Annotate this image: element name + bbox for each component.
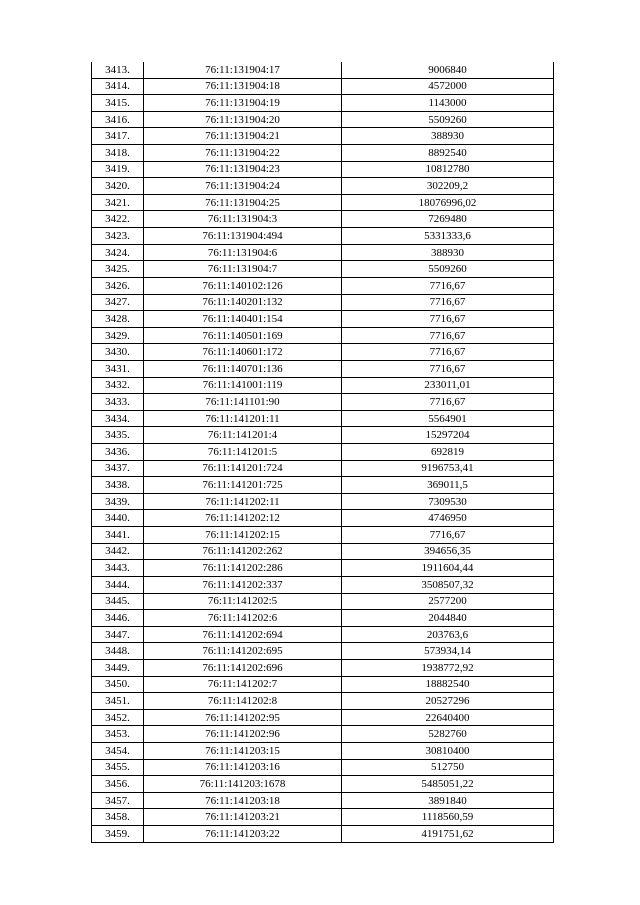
value-cell: 388930 <box>342 128 554 145</box>
cadastral-number-cell: 76:11:141202:286 <box>144 560 342 577</box>
table-row <box>92 576 554 593</box>
cadastral-number-cell: 76:11:131904:18 <box>144 78 342 95</box>
cadastral-number-cell: 76:11:141202:5 <box>144 593 342 610</box>
table-row <box>92 311 554 328</box>
cadastral-number-cell: 76:11:141202:7 <box>144 676 342 693</box>
table-row <box>92 527 554 544</box>
value-cell: 394656,35 <box>342 543 554 560</box>
row-number-cell: 3448. <box>92 643 144 660</box>
value-cell: 7269480 <box>342 211 554 228</box>
value-cell: 1118560,59 <box>342 809 554 826</box>
value-cell: 7309530 <box>342 493 554 510</box>
row-number-cell: 3441. <box>92 527 144 544</box>
cadastral-number-cell: 76:11:131904:23 <box>144 161 342 178</box>
table-row <box>92 659 554 676</box>
cadastral-number-cell: 76:11:140201:132 <box>144 294 342 311</box>
cadastral-number-cell: 76:11:141203:15 <box>144 742 342 759</box>
row-number-cell: 3430. <box>92 344 144 361</box>
value-cell: 1143000 <box>342 95 554 112</box>
value-cell: 18076996,02 <box>342 194 554 211</box>
cadastral-number-cell: 76:11:141202:8 <box>144 693 342 710</box>
table-row <box>92 477 554 494</box>
table-row <box>92 394 554 411</box>
cadastral-number-cell: 76:11:131904:22 <box>144 145 342 162</box>
table-row <box>92 261 554 278</box>
cadastral-number-cell: 76:11:141202:6 <box>144 610 342 627</box>
row-number-cell: 3425. <box>92 261 144 278</box>
cadastral-number-cell: 76:11:141203:16 <box>144 759 342 776</box>
cadastral-number-cell: 76:11:141001:119 <box>144 377 342 394</box>
row-number-cell: 3451. <box>92 693 144 710</box>
table-row <box>92 709 554 726</box>
cadastral-number-cell: 76:11:141202:694 <box>144 626 342 643</box>
row-number-cell: 3424. <box>92 244 144 261</box>
table-row <box>92 560 554 577</box>
value-cell: 4572000 <box>342 78 554 95</box>
row-number-cell: 3436. <box>92 444 144 461</box>
table-row <box>92 344 554 361</box>
table-row <box>92 128 554 145</box>
value-cell: 30810400 <box>342 742 554 759</box>
table-row <box>92 610 554 627</box>
table-row <box>92 510 554 527</box>
value-cell: 7716,67 <box>342 311 554 328</box>
table-row <box>92 95 554 112</box>
value-cell: 302209,2 <box>342 178 554 195</box>
value-cell: 233011,01 <box>342 377 554 394</box>
value-cell: 7716,67 <box>342 344 554 361</box>
row-number-cell: 3418. <box>92 145 144 162</box>
table-row <box>92 377 554 394</box>
table-row <box>92 493 554 510</box>
cadastral-number-cell: 76:11:141201:11 <box>144 410 342 427</box>
value-cell: 369011,5 <box>342 477 554 494</box>
value-cell: 692819 <box>342 444 554 461</box>
row-number-cell: 3433. <box>92 394 144 411</box>
value-cell: 2577200 <box>342 593 554 610</box>
cadastral-number-cell: 76:11:131904:17 <box>144 62 342 78</box>
row-number-cell: 3434. <box>92 410 144 427</box>
table-row <box>92 62 554 78</box>
value-cell: 5509260 <box>342 111 554 128</box>
row-number-cell: 3439. <box>92 493 144 510</box>
value-cell: 5331333,6 <box>342 228 554 245</box>
cadastral-number-cell: 76:11:141201:4 <box>144 427 342 444</box>
value-cell: 5485051,22 <box>342 776 554 793</box>
row-number-cell: 3413. <box>92 62 144 78</box>
row-number-cell: 3414. <box>92 78 144 95</box>
cadastral-number-cell: 76:11:140401:154 <box>144 311 342 328</box>
table-row <box>92 543 554 560</box>
row-number-cell: 3427. <box>92 294 144 311</box>
row-number-cell: 3444. <box>92 576 144 593</box>
value-cell: 7716,67 <box>342 327 554 344</box>
table-row <box>92 742 554 759</box>
cadastral-number-cell: 76:11:141202:96 <box>144 726 342 743</box>
value-cell: 5282760 <box>342 726 554 743</box>
table-row <box>92 294 554 311</box>
value-cell: 573934,14 <box>342 643 554 660</box>
cadastral-number-cell: 76:11:141203:18 <box>144 792 342 809</box>
row-number-cell: 3419. <box>92 161 144 178</box>
row-number-cell: 3453. <box>92 726 144 743</box>
row-number-cell: 3447. <box>92 626 144 643</box>
table-row <box>92 776 554 793</box>
table-row <box>92 427 554 444</box>
value-cell: 3508507,32 <box>342 576 554 593</box>
value-cell: 7716,67 <box>342 277 554 294</box>
table-row <box>92 826 554 843</box>
value-cell: 1911604,44 <box>342 560 554 577</box>
value-cell: 7716,67 <box>342 294 554 311</box>
cadastral-number-cell: 76:11:131904:24 <box>144 178 342 195</box>
table-row <box>92 211 554 228</box>
row-number-cell: 3442. <box>92 543 144 560</box>
row-number-cell: 3431. <box>92 360 144 377</box>
cadastral-number-cell: 76:11:141203:22 <box>144 826 342 843</box>
cadastral-number-cell: 76:11:141202:11 <box>144 493 342 510</box>
data-table <box>91 62 554 843</box>
row-number-cell: 3423. <box>92 228 144 245</box>
table-row <box>92 626 554 643</box>
cadastral-number-cell: 76:11:141202:337 <box>144 576 342 593</box>
row-number-cell: 3443. <box>92 560 144 577</box>
row-number-cell: 3432. <box>92 377 144 394</box>
table-row <box>92 145 554 162</box>
value-cell: 9006840 <box>342 62 554 78</box>
value-cell: 7716,67 <box>342 394 554 411</box>
value-cell: 3891840 <box>342 792 554 809</box>
row-number-cell: 3449. <box>92 659 144 676</box>
cadastral-number-cell: 76:11:141203:21 <box>144 809 342 826</box>
cadastral-number-cell: 76:11:140501:169 <box>144 327 342 344</box>
row-number-cell: 3422. <box>92 211 144 228</box>
cadastral-number-cell: 76:11:141202:12 <box>144 510 342 527</box>
row-number-cell: 3445. <box>92 593 144 610</box>
table-row <box>92 460 554 477</box>
value-cell: 4746950 <box>342 510 554 527</box>
row-number-cell: 3459. <box>92 826 144 843</box>
value-cell: 512750 <box>342 759 554 776</box>
value-cell: 9196753,41 <box>342 460 554 477</box>
row-number-cell: 3450. <box>92 676 144 693</box>
row-number-cell: 3454. <box>92 742 144 759</box>
row-number-cell: 3440. <box>92 510 144 527</box>
value-cell: 5564901 <box>342 410 554 427</box>
table-row <box>92 277 554 294</box>
cadastral-number-cell: 76:11:141202:262 <box>144 543 342 560</box>
row-number-cell: 3435. <box>92 427 144 444</box>
cadastral-number-cell: 76:11:141202:696 <box>144 659 342 676</box>
row-number-cell: 3420. <box>92 178 144 195</box>
row-number-cell: 3437. <box>92 460 144 477</box>
row-number-cell: 3458. <box>92 809 144 826</box>
table-row <box>92 178 554 195</box>
cadastral-number-cell: 76:11:141202:15 <box>144 527 342 544</box>
cadastral-number-cell: 76:11:141101:90 <box>144 394 342 411</box>
cadastral-number-cell: 76:11:131904:21 <box>144 128 342 145</box>
value-cell: 5509260 <box>342 261 554 278</box>
table-row <box>92 809 554 826</box>
cadastral-number-cell: 76:11:131904:6 <box>144 244 342 261</box>
table-row <box>92 161 554 178</box>
table-row <box>92 244 554 261</box>
value-cell: 22640400 <box>342 709 554 726</box>
value-cell: 20527296 <box>342 693 554 710</box>
table-body <box>92 62 554 842</box>
value-cell: 388930 <box>342 244 554 261</box>
cadastral-number-cell: 76:11:131904:3 <box>144 211 342 228</box>
row-number-cell: 3452. <box>92 709 144 726</box>
table-row <box>92 78 554 95</box>
table-row <box>92 327 554 344</box>
table-row <box>92 111 554 128</box>
table-row <box>92 593 554 610</box>
table-row <box>92 643 554 660</box>
cadastral-number-cell: 76:11:140102:126 <box>144 277 342 294</box>
table-row <box>92 792 554 809</box>
table-row <box>92 228 554 245</box>
cadastral-number-cell: 76:11:140701:136 <box>144 360 342 377</box>
table-row <box>92 194 554 211</box>
value-cell: 10812780 <box>342 161 554 178</box>
row-number-cell: 3438. <box>92 477 144 494</box>
row-number-cell: 3421. <box>92 194 144 211</box>
row-number-cell: 3417. <box>92 128 144 145</box>
value-cell: 1938772,92 <box>342 659 554 676</box>
row-number-cell: 3457. <box>92 792 144 809</box>
value-cell: 4191751,62 <box>342 826 554 843</box>
value-cell: 2044840 <box>342 610 554 627</box>
row-number-cell: 3429. <box>92 327 144 344</box>
value-cell: 7716,67 <box>342 527 554 544</box>
row-number-cell: 3415. <box>92 95 144 112</box>
table-row <box>92 759 554 776</box>
value-cell: 15297204 <box>342 427 554 444</box>
cadastral-number-cell: 76:11:141201:724 <box>144 460 342 477</box>
cadastral-number-cell: 76:11:131904:20 <box>144 111 342 128</box>
cadastral-number-cell: 76:11:141201:5 <box>144 444 342 461</box>
table-row <box>92 410 554 427</box>
row-number-cell: 3446. <box>92 610 144 627</box>
cadastral-number-cell: 76:11:141202:95 <box>144 709 342 726</box>
cadastral-number-cell: 76:11:141202:695 <box>144 643 342 660</box>
row-number-cell: 3428. <box>92 311 144 328</box>
cadastral-number-cell: 76:11:131904:494 <box>144 228 342 245</box>
row-number-cell: 3455. <box>92 759 144 776</box>
table-row <box>92 676 554 693</box>
cadastral-number-cell: 76:11:131904:19 <box>144 95 342 112</box>
cadastral-number-cell: 76:11:131904:25 <box>144 194 342 211</box>
table-row <box>92 726 554 743</box>
row-number-cell: 3456. <box>92 776 144 793</box>
value-cell: 18882540 <box>342 676 554 693</box>
row-number-cell: 3426. <box>92 277 144 294</box>
table-row <box>92 360 554 377</box>
table-row <box>92 444 554 461</box>
value-cell: 7716,67 <box>342 360 554 377</box>
cadastral-number-cell: 76:11:141203:1678 <box>144 776 342 793</box>
cadastral-number-cell: 76:11:131904:7 <box>144 261 342 278</box>
cadastral-number-cell: 76:11:140601:172 <box>144 344 342 361</box>
value-cell: 203763,6 <box>342 626 554 643</box>
row-number-cell: 3416. <box>92 111 144 128</box>
cadastral-number-cell: 76:11:141201:725 <box>144 477 342 494</box>
table-row <box>92 693 554 710</box>
value-cell: 8892540 <box>342 145 554 162</box>
